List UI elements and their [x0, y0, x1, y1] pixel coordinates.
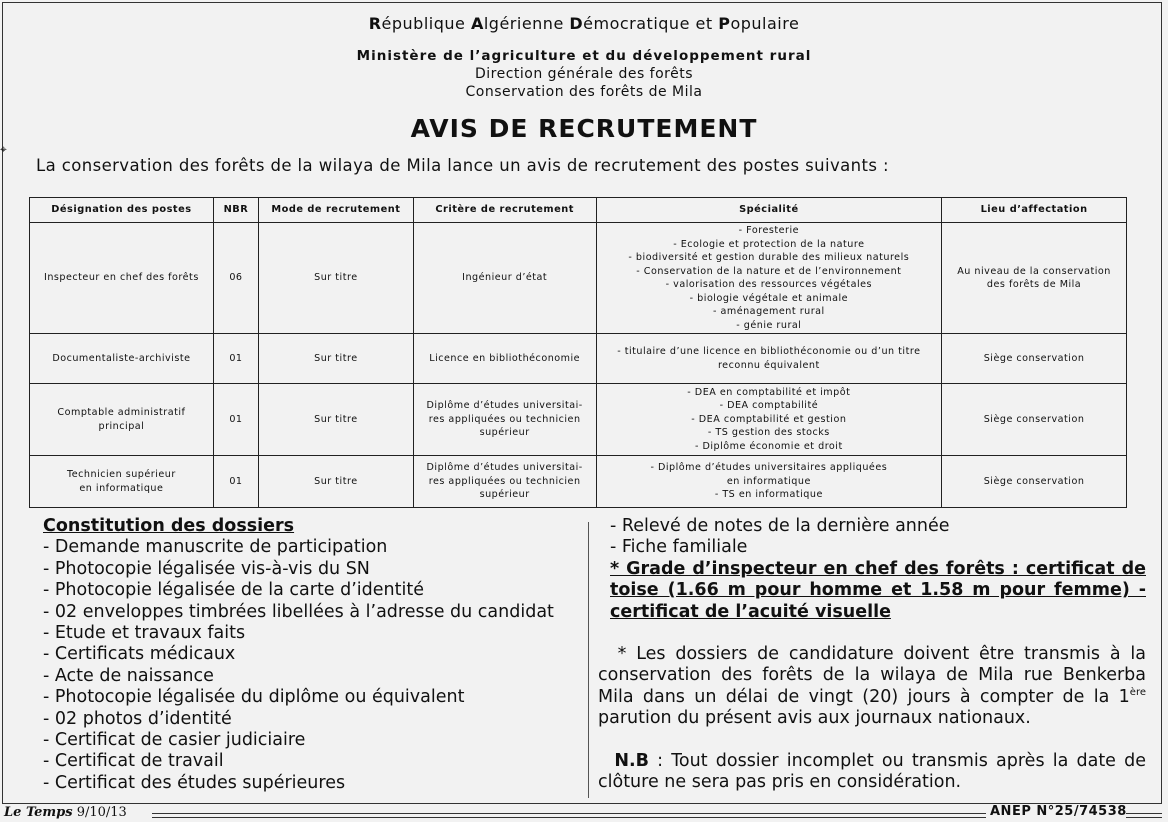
mode-cell: Sur titre	[259, 223, 414, 334]
anep-reference: ANEP N°25/74538	[990, 804, 1127, 819]
criteria-cell-line: supérieur	[479, 489, 530, 501]
specialty-cell	[596, 384, 942, 456]
specialty-cell-line: - TS en informatique	[714, 489, 823, 501]
specialty-cell-line: - Diplôme économie et droit	[694, 440, 843, 452]
specialty-cell-line: - génie rural	[736, 319, 802, 331]
designation-cell-line: Documentaliste-archiviste	[52, 352, 191, 364]
table-row	[30, 384, 1127, 456]
designation-cell	[30, 223, 214, 334]
column-divider	[588, 522, 589, 798]
dossier-item: - Certificat des études supérieures	[43, 772, 346, 793]
criteria-cell-line: Diplôme d’études universitai-	[426, 462, 583, 474]
specialty-cell	[596, 456, 942, 508]
dossier-item: - Certificats médicaux	[43, 644, 236, 665]
transmission-note: * Les dossiers de candidature doivent être transmis à la conservation des forêts de la wilaya de Mila rue Benkerba Mila dans un délai de vingt (20) jours à compter de la 1ère parution du présent avis aux journaux nationaux.	[598, 644, 1146, 729]
location-cell-line: des forêts de Mila	[986, 279, 1082, 290]
page-title: AVIS DE RECRUTEMENT	[410, 114, 758, 143]
column-header: Mode de recrutement	[259, 198, 414, 223]
nbr-cell: 01	[213, 384, 258, 456]
column-header: Critère de recrutement	[413, 198, 596, 223]
dossier-item: - Etude et travaux faits	[43, 623, 246, 644]
criteria-cell	[413, 334, 596, 384]
designation-cell-line: principal	[98, 420, 145, 432]
specialty-cell	[596, 223, 942, 334]
specialty-cell-line: - titulaire d’une licence en bibliothéconomie ou d’un titre	[617, 346, 921, 357]
table-row	[30, 456, 1127, 508]
publication-date: 9/10/13	[76, 805, 127, 820]
specialty-cell-line: - Conservation de la nature et de l’environnement	[636, 265, 902, 277]
location-cell-line: Siège conservation	[983, 413, 1085, 425]
specialty-cell-line: - aménagement rural	[712, 306, 825, 317]
mode-cell: Sur titre	[259, 384, 414, 456]
criteria-cell-line: Diplôme d’études universitai-	[426, 400, 583, 412]
grade-requirement: * Grade d’inspecteur en chef des forêts : certificat de toise (1.66 m pour homme et 1.58 m pour femme) - certificat de l’acuité visuelle	[610, 558, 1146, 622]
dossier-list-left	[43, 516, 583, 794]
location-cell	[942, 223, 1127, 334]
dossier-item: - Fiche familiale	[610, 537, 748, 558]
criteria-cell-line: res appliquées ou technicien	[428, 475, 581, 487]
dossier-item: - Demande manuscrite de participation	[43, 537, 388, 558]
location-cell-line: Au niveau de la conservation	[957, 265, 1111, 277]
dossier-item: - Photocopie légalisée de la carte d’identité	[43, 580, 424, 601]
nbr-cell: 06	[213, 223, 258, 334]
specialty-cell-line: - DEA comptabilité	[719, 400, 819, 412]
specialty-cell-line: reconnu équivalent	[717, 359, 820, 371]
specialty-cell-line: en informatique	[726, 475, 811, 487]
mode-cell: Sur titre	[259, 334, 414, 384]
location-cell	[942, 384, 1127, 456]
nb-note: N.B : Tout dossier incomplet ou transmis après la date de clôture ne sera pas pris en considération.	[598, 750, 1146, 793]
dossier-item: - Certificat de casier judiciaire	[43, 730, 306, 751]
positions-table	[29, 197, 1127, 508]
column-header: NBR	[213, 198, 258, 223]
nbr-cell: 01	[213, 334, 258, 384]
dossier-title: Constitution des dossiers	[43, 516, 295, 536]
column-header: Spécialité	[596, 198, 942, 223]
location-cell	[942, 456, 1127, 508]
newspaper-credit	[4, 805, 127, 820]
designation-cell-line: en informatique	[79, 482, 164, 494]
location-cell-line: Siège conservation	[983, 352, 1085, 364]
specialty-cell-line: - Ecologie et protection de la nature	[673, 238, 865, 250]
dossier-item: - Certificat de travail	[43, 751, 224, 772]
ministry-name: Ministère de l’agriculture et du développement rural	[356, 48, 812, 64]
direction-name: Direction générale des forêts	[474, 66, 694, 82]
criteria-cell	[413, 223, 596, 334]
dossier-item: - 02 photos d’identité	[43, 708, 232, 729]
conservation-name: Conservation des forêts de Mila	[465, 84, 703, 100]
designation-cell	[30, 384, 214, 456]
column-header: Désignation des postes	[30, 198, 214, 223]
dossier-item: - Acte de naissance	[43, 665, 214, 686]
criteria-cell-line: Ingénieur d’état	[462, 272, 548, 284]
table-header-row	[30, 198, 1127, 223]
specialty-cell-line: - biodiversité et gestion durable des milieux naturels	[628, 252, 910, 263]
dossier-list-right	[598, 516, 1146, 793]
mode-cell: Sur titre	[259, 456, 414, 508]
dossier-item: - 02 enveloppes timbrées libellées à l’adresse du candidat	[43, 601, 554, 622]
specialty-cell-line: - biologie végétale et animale	[689, 292, 849, 304]
specialty-cell-line: - DEA comptabilité et gestion	[691, 413, 847, 425]
nbr-cell: 01	[213, 456, 258, 508]
location-cell-line: Siège conservation	[983, 475, 1085, 487]
dossier-item: - Photocopie légalisée vis-à-vis du SN	[43, 558, 370, 579]
designation-cell-line: Technicien supérieur	[67, 469, 176, 480]
designation-cell	[30, 334, 214, 384]
table-row	[30, 334, 1127, 384]
designation-cell-line: Inspecteur en chef des forêts	[44, 272, 199, 284]
table-row	[30, 223, 1127, 334]
column-header: Lieu d’affectation	[942, 198, 1127, 223]
criteria-cell	[413, 456, 596, 508]
dossier-item: - Relevé de notes de la dernière année	[610, 516, 950, 536]
specialty-cell-line: - Diplôme d’études universitaires appliquées	[650, 462, 888, 474]
intro-text: La conservation des forêts de la wilaya de Mila lance un avis de recrutement des postes suivants :	[36, 156, 890, 175]
designation-cell-line: Comptable administratif	[57, 407, 186, 418]
designation-cell	[30, 456, 214, 508]
specialty-cell-line: - DEA en comptabilité et impôt	[687, 386, 851, 398]
specialty-cell-line: - valorisation des ressources végétales	[665, 279, 873, 290]
dossier-item: - Photocopie légalisée du diplôme ou équivalent	[43, 687, 465, 708]
newspaper-name: Le Temps	[4, 805, 73, 820]
crop-mark-icon: ⌖	[0, 142, 7, 156]
location-cell	[942, 334, 1127, 384]
republic-line: République Algérienne Démocratique et Populaire	[368, 14, 800, 33]
footer-rule	[152, 813, 986, 818]
specialty-cell-line: - TS gestion des stocks	[707, 427, 830, 439]
specialty-cell-line: - Foresterie	[738, 225, 800, 236]
criteria-cell-line: res appliquées ou technicien	[428, 413, 581, 425]
criteria-cell-line: supérieur	[479, 427, 530, 439]
footer-rule	[1126, 813, 1162, 818]
criteria-cell-line: Licence en bibliothéconomie	[429, 352, 581, 364]
criteria-cell	[413, 384, 596, 456]
specialty-cell	[596, 334, 942, 384]
